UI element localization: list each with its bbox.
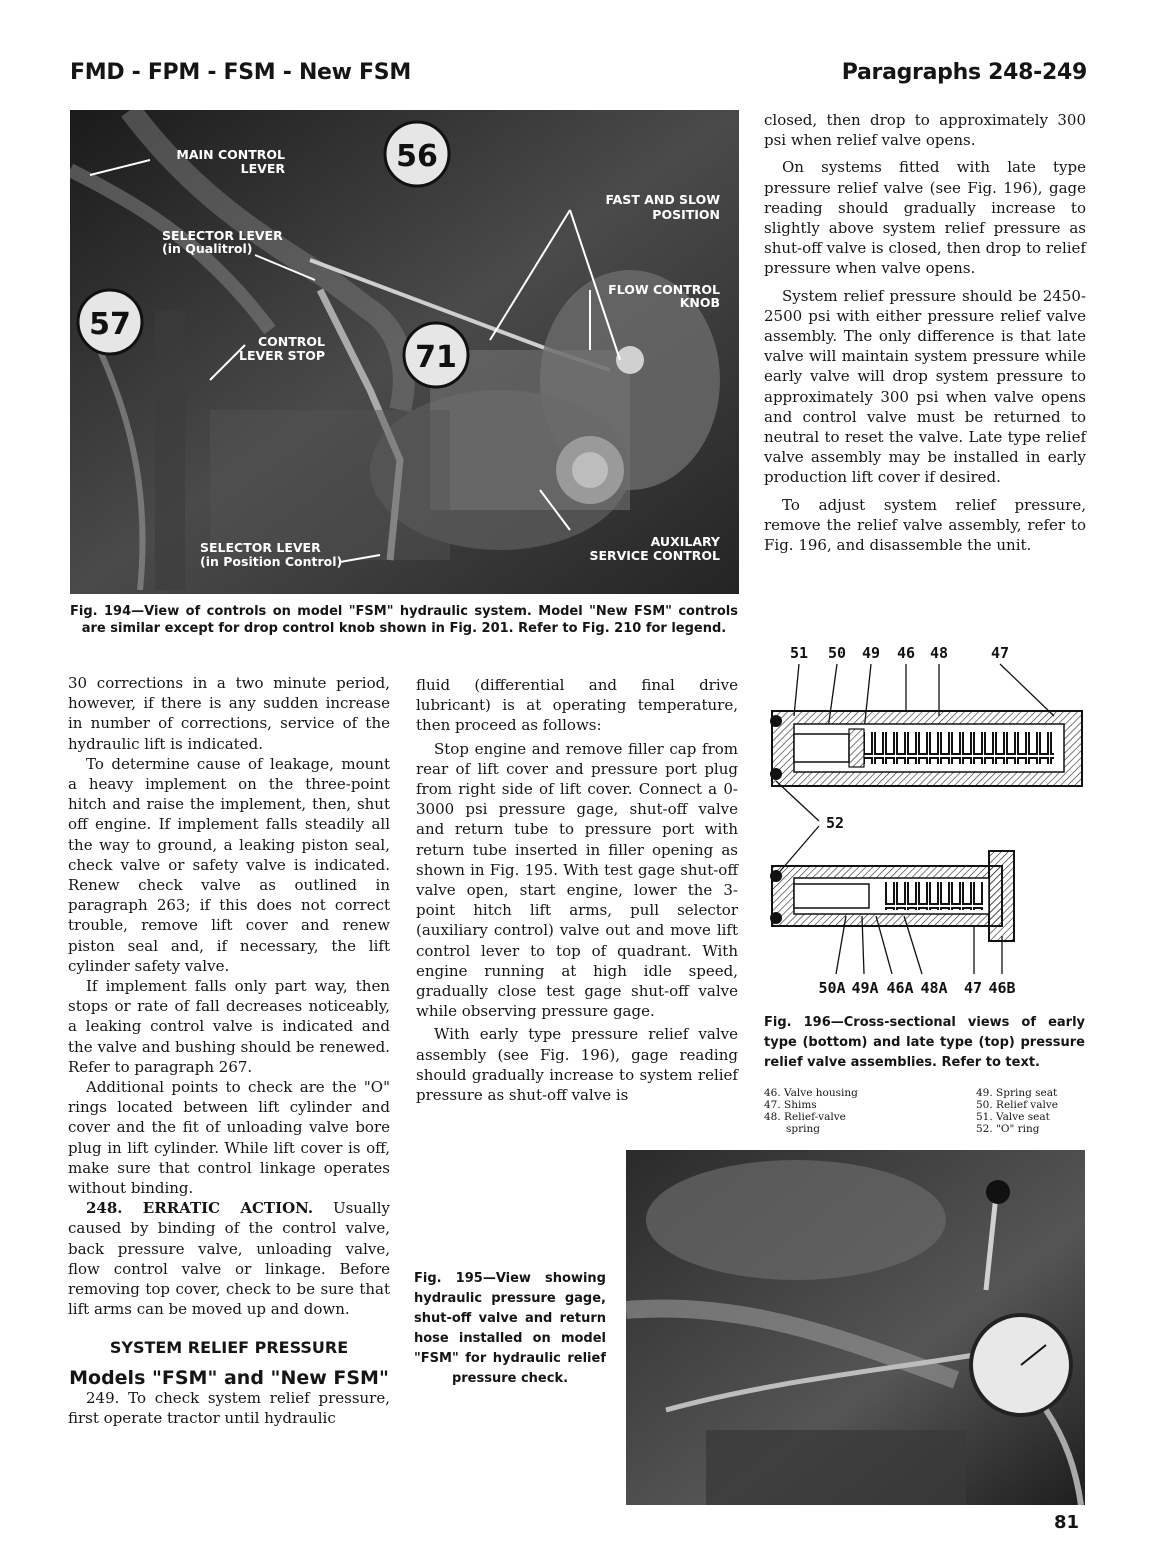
label-main-control-lever-2: LEVER — [240, 161, 285, 176]
label-auxiliary-1: AUXILARY — [650, 534, 720, 549]
text-column-3 — [764, 110, 1086, 555]
fig-196-diagram — [764, 636, 1086, 1006]
fig-195-photo — [626, 1150, 1085, 1505]
paragraph: fluid (differential and final drive lubricant) is at operating temperature, then proceed as follows: — [416, 676, 738, 735]
label-50a: 50A — [818, 979, 846, 997]
callout-71: 71 — [415, 340, 457, 375]
legend-item: spring — [786, 1123, 820, 1135]
text-column-2 — [416, 675, 738, 1105]
legend-item: 49. Spring seat — [976, 1087, 1058, 1099]
fig-196-legend-left — [764, 1087, 858, 1135]
paragraph: Stop engine and remove filler cap from rear of lift cover and pressure port plug from right side of lift cover. Connect a 0-3000 psi pressure gage, shut-off valve and return tube to pressure port with return tube inserted in filler opening as shown in Fig. 195. With test gage shut-off valve open, start engine, lower the 3-point hitch lift arms, pull selector (auxiliary control) valve out and move lift control lever to top of quadrant. With engine running at high idle speed, gradually close test gage shut-off valve while observing pressure gage. — [416, 739, 738, 1021]
label-selector-lever-qualitrol-1: SELECTOR LEVER — [162, 228, 283, 243]
running-header-paragraphs: Paragraphs 248-249 — [841, 60, 1087, 85]
paragraph: closed, then drop to approximately 300 psi when relief valve opens. — [764, 111, 1086, 150]
legend-item: 50. Relief valve — [976, 1099, 1059, 1111]
label-47-bottom: 47 — [963, 979, 983, 997]
paragraph-249: 249. To check system relief pressure, first operate tractor until hydraulic — [68, 1388, 390, 1428]
label-flow-control-knob-2: KNOB — [679, 295, 720, 310]
fig-194-photo — [70, 110, 739, 594]
legend-item: 46. Valve housing — [764, 1087, 858, 1099]
section-heading: SYSTEM RELIEF PRESSURE — [109, 1337, 349, 1357]
paragraph: Additional points to check are the "O" rings located between lift cylinder and cover and the fit of unloading valve bore plug in lift cylinder. While lift cover is off, make sure that control linkage operates without binding. — [68, 1078, 390, 1198]
fig-196-legend-right — [976, 1087, 1058, 1135]
label-48a: 48A — [920, 979, 948, 997]
label-46: 46 — [896, 644, 916, 662]
fig-194-caption: Fig. 194—View of controls on model "FSM" hydraulic system. Model "New FSM" controls are similar except for drop control knob shown in Fig. 201. Refer to Fig. 210 for legend. — [70, 604, 738, 636]
label-control-lever-stop-2: LEVER STOP — [238, 348, 325, 363]
callout-56: 56 — [396, 139, 438, 174]
paragraph: To adjust system relief pressure, remove the relief valve assembly, refer to Fig. 196, and disassemble the unit. — [764, 495, 1086, 555]
label-51: 51 — [789, 644, 809, 662]
label-fast-slow-2: POSITION — [652, 207, 720, 222]
callout-57: 57 — [89, 307, 131, 342]
running-header-models: FMD - FPM - FSM - New FSM — [70, 60, 411, 85]
label-46a: 46A — [886, 979, 914, 997]
label-flow-control-knob-1: FLOW CONTROL — [608, 282, 720, 297]
label-52: 52 — [826, 814, 845, 832]
label-46b: 46B — [988, 979, 1016, 997]
paragraph-body: Usually caused by binding of the control valve, back pressure valve, unloading valve, flow control valve or linkage. Before removing top cover, check to be sure that lift arms can be moved up and down. — [68, 1199, 390, 1319]
label-47: 47 — [990, 644, 1010, 662]
paragraph-248 — [68, 1198, 390, 1319]
paragraph-heading: 248. ERRATIC ACTION. — [86, 1199, 314, 1218]
paragraph: If implement falls only part way, then stops or rate of fall decreases noticeably, a leaking control valve is indicated and the valve and bushing should be renewed. Refer to paragraph 267. — [68, 977, 390, 1076]
label-selector-lever-position-2: (in Position Control) — [200, 554, 343, 569]
section-subheading: Models "FSM" and "New FSM" — [69, 1366, 389, 1389]
legend-item: 47. Shims — [764, 1099, 817, 1111]
legend-item: 48. Relief-valve — [764, 1111, 846, 1123]
label-selector-lever-position-1: SELECTOR LEVER — [200, 540, 321, 555]
label-selector-lever-qualitrol-2: (in Qualitrol) — [162, 241, 253, 256]
label-49: 49 — [861, 644, 881, 662]
paragraph: 30 corrections in a two minute period, however, if there is any sudden increase in number of corrections, service of the hydraulic lift is indicated. — [68, 674, 390, 753]
fig-196-caption: Fig. 196—Cross-sectional views of early type (bottom) and late type (top) pressure relief valve assemblies. Refer to text. — [764, 1015, 1085, 1070]
paragraph: System relief pressure should be 2450-2500 psi with either pressure relief valve assembly. The only difference is that late valve will maintain system pressure while early valve will drop system pressure to approximately 300 psi when valve opens and control valve must be returned to neutral to reset the valve. Late type relief valve assembly may be installed in early production lift cover if desired. — [764, 286, 1086, 487]
label-control-lever-stop-1: CONTROL — [257, 334, 325, 349]
legend-item: 51. Valve seat — [976, 1111, 1050, 1123]
label-main-control-lever-1: MAIN CONTROL — [176, 147, 285, 162]
label-fast-slow-1: FAST AND SLOW — [605, 192, 720, 207]
page-number: 81 — [1053, 1512, 1079, 1533]
text-column-1 — [68, 673, 390, 1428]
paragraph: With early type pressure relief valve assembly (see Fig. 196), gage reading should gradually increase to system relief pressure as shut-off valve is — [416, 1025, 738, 1105]
legend-item: 52. "O" ring — [976, 1123, 1040, 1135]
label-50: 50 — [827, 644, 847, 662]
label-48: 48 — [929, 644, 949, 662]
label-auxiliary-2: SERVICE CONTROL — [589, 548, 720, 563]
paragraph: On systems fitted with late type pressure relief valve (see Fig. 196), gage reading should gradually increase to slightly above system relief pressure as shut-off valve is closed, then drop to relief pressure when valve opens. — [764, 158, 1086, 278]
label-49a: 49A — [851, 979, 879, 997]
fig-195-caption: Fig. 195—View showing hydraulic pressure gage, shut-off valve and return hose installed on model "FSM" for hydraulic relief pressure check. — [414, 1271, 606, 1386]
paragraph: To determine cause of leakage, mount a heavy implement on the three-point hitch and raise the implement, then, shut off engine. If implement falls steadily all the way to ground, a leaking piston seal, check valve or safety valve is indicated. Renew check valve as outlined in paragraph 263; if this does not correct trouble, remove lift cover and renew piston seal and, if necessary, the lift cylinder safety valve. — [68, 754, 390, 975]
